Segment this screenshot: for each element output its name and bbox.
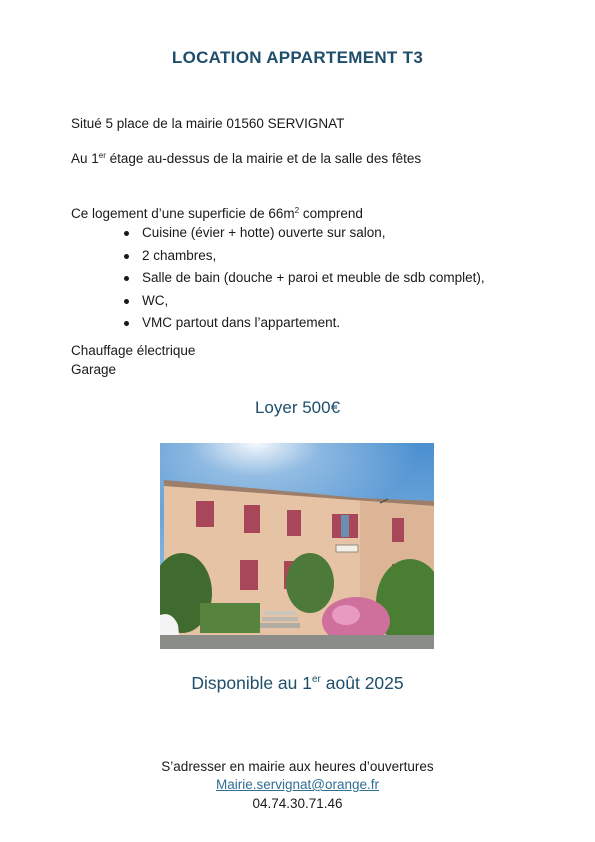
email-link[interactable]: Mairie.servignat@orange.fr [215, 777, 380, 792]
floor-superscript: er [98, 151, 106, 160]
shutter [287, 510, 301, 536]
bullet-icon [124, 321, 129, 326]
bullet-icon [124, 254, 129, 259]
contact-email[interactable] [0, 777, 595, 792]
bullet-icon [124, 276, 129, 281]
contact-instructions: S’adresser en mairie aux heures d’ouvertures [161, 759, 434, 774]
contact-phone: 04.74.30.71.46 [252, 796, 343, 811]
feature-text: Cuisine (évier + hotte) ouverte sur salon, [142, 225, 386, 240]
list-item [120, 313, 485, 336]
list-item [120, 291, 485, 314]
list-item [120, 268, 485, 291]
building-photo-illustration [160, 443, 434, 649]
tree [286, 553, 334, 613]
sign-board [336, 545, 358, 552]
bullet-icon [124, 231, 129, 236]
flowering-bush [332, 605, 360, 625]
floor-text-start: Au 1 [71, 151, 99, 166]
heating-line: Chauffage électrique [71, 343, 196, 358]
shutter [240, 560, 258, 590]
availability-text-end: août 2025 [320, 673, 404, 693]
list-item [120, 223, 485, 246]
hedge [200, 603, 260, 633]
availability-text-start: Disponible au 1 [191, 673, 312, 693]
rent-price: Loyer 500€ [254, 398, 341, 417]
surface-text-start: Ce logement d’une superficie de 66m [71, 206, 295, 221]
stairs [262, 617, 298, 621]
feature-text: WC, [142, 292, 169, 308]
feature-text: Salle de bain (douche + paroi et meuble de sdb complet), [142, 270, 485, 285]
availability-date [0, 673, 595, 694]
feature-text: 2 chambres, [142, 247, 217, 263]
window-glass [341, 515, 349, 537]
feature-text: VMC partout dans l’appartement. [142, 315, 341, 330]
surface-line [71, 206, 363, 221]
page-title: LOCATION APPARTEMENT T3 [171, 48, 424, 67]
surface-text-end: comprend [299, 206, 363, 221]
floor-text-end: étage au-dessus de la mairie et de la salle des fêtes [105, 151, 422, 166]
garage-line: Garage [71, 362, 117, 377]
bullet-icon [124, 299, 129, 304]
shutter [244, 505, 260, 533]
features-list [120, 223, 485, 336]
stairs [260, 623, 300, 628]
floor-line [71, 151, 421, 166]
availability-superscript: er [312, 674, 321, 685]
ground [160, 635, 434, 649]
stairs [264, 611, 296, 615]
surface-superscript: 2 [294, 206, 300, 215]
shutter [392, 518, 404, 542]
address-line: Situé 5 place de la mairie 01560 SERVIGNAT [71, 116, 345, 131]
list-item [120, 246, 485, 269]
building-photo [160, 443, 434, 649]
shutter [196, 501, 214, 527]
